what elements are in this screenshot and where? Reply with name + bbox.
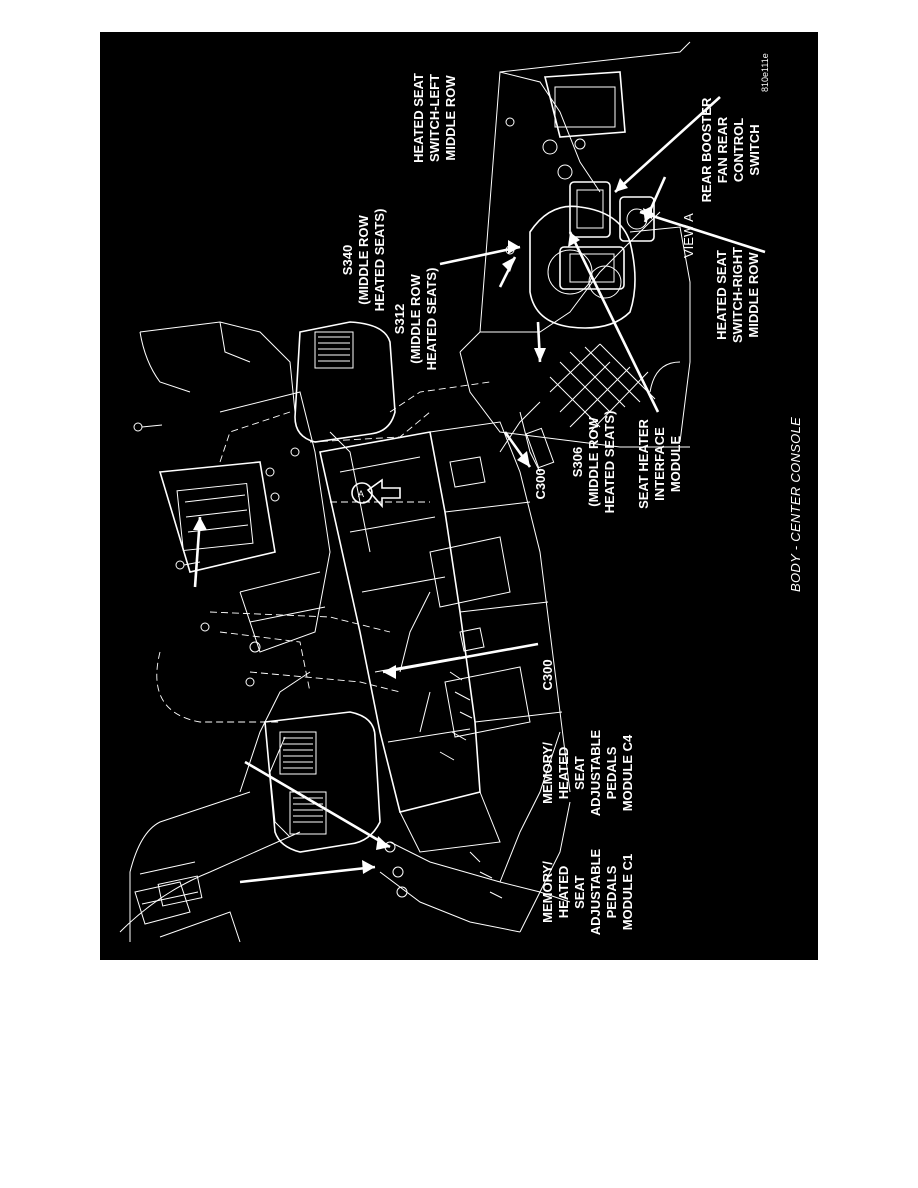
label-memory-c1-line-4: ADJUSTABLE (588, 848, 603, 936)
label-memory-c1-line-2: HEATED (556, 865, 571, 919)
label-rear-booster-line-2: FAN REAR (715, 116, 730, 184)
label-heated-left-line-1: HEATED SEAT (411, 73, 426, 163)
label-memory-c1-line-5: PEDALS (604, 865, 619, 919)
label-memory-c1-line-1: MEMORY/ (540, 861, 555, 923)
figure-id-code: 810e111e (760, 53, 770, 92)
label-rear-booster-line-1: REAR BOOSTER (699, 97, 714, 203)
label-memory-c4-line-5: PEDALS (604, 746, 619, 800)
label-s340-line-2: (MIDDLE ROW (356, 215, 371, 305)
label-memory-c4-line-3: SEAT (572, 756, 587, 790)
center-console-diagram (100, 32, 818, 960)
diagram-svg (100, 32, 818, 960)
label-seat-heater-module-line-2: INTERFACE (652, 427, 667, 501)
label-c300-view-line-1: C300 (533, 468, 548, 500)
label-seat-heater-module-line-1: SEAT HEATER (636, 419, 651, 509)
label-rear-booster-line-3: CONTROL (731, 117, 746, 183)
label-s306-line-2: (MIDDLE ROW (586, 417, 601, 507)
label-s312-line-2: (MIDDLE ROW (408, 274, 423, 364)
label-s340-line-3: HEATED SEATS) (372, 208, 387, 312)
label-memory-c4-line-6: MODULE C4 (620, 734, 635, 812)
view-a-badge-text: A (358, 489, 365, 499)
label-c300-main-line-1: C300 (540, 659, 555, 691)
label-memory-c4-line-1: MEMORY/ (540, 742, 555, 804)
label-rear-booster-line-4: SWITCH (747, 124, 762, 176)
label-memory-c1-line-6: MODULE C1 (620, 853, 635, 931)
label-s340-line-1: S340 (340, 244, 355, 276)
label-memory-c1-line-3: SEAT (572, 875, 587, 909)
label-s312-line-3: HEATED SEATS) (424, 267, 439, 371)
label-memory-c4-line-2: HEATED (556, 746, 571, 800)
label-heated-left-line-2: SWITCH-LEFT (427, 73, 442, 163)
label-heated-right-line-1: HEATED SEAT (714, 250, 729, 340)
main-exploded-view (120, 322, 570, 942)
label-heated-right-line-3: MIDDLE ROW (746, 252, 761, 338)
label-s306-line-3: HEATED SEATS) (602, 410, 617, 514)
label-s312-line-1: S312 (392, 303, 407, 335)
label-seat-heater-module-line-3: MODULE (668, 435, 683, 493)
label-memory-c4-line-4: ADJUSTABLE (588, 729, 603, 817)
callout-labels (340, 73, 762, 935)
label-heated-right-line-2: SWITCH-RIGHT (730, 246, 745, 344)
label-heated-left-line-3: MIDDLE ROW (443, 75, 458, 161)
figure-caption: BODY - CENTER CONSOLE (788, 416, 803, 592)
label-s306-line-1: S306 (570, 446, 585, 478)
view-a-title: VIEW A (681, 213, 696, 258)
